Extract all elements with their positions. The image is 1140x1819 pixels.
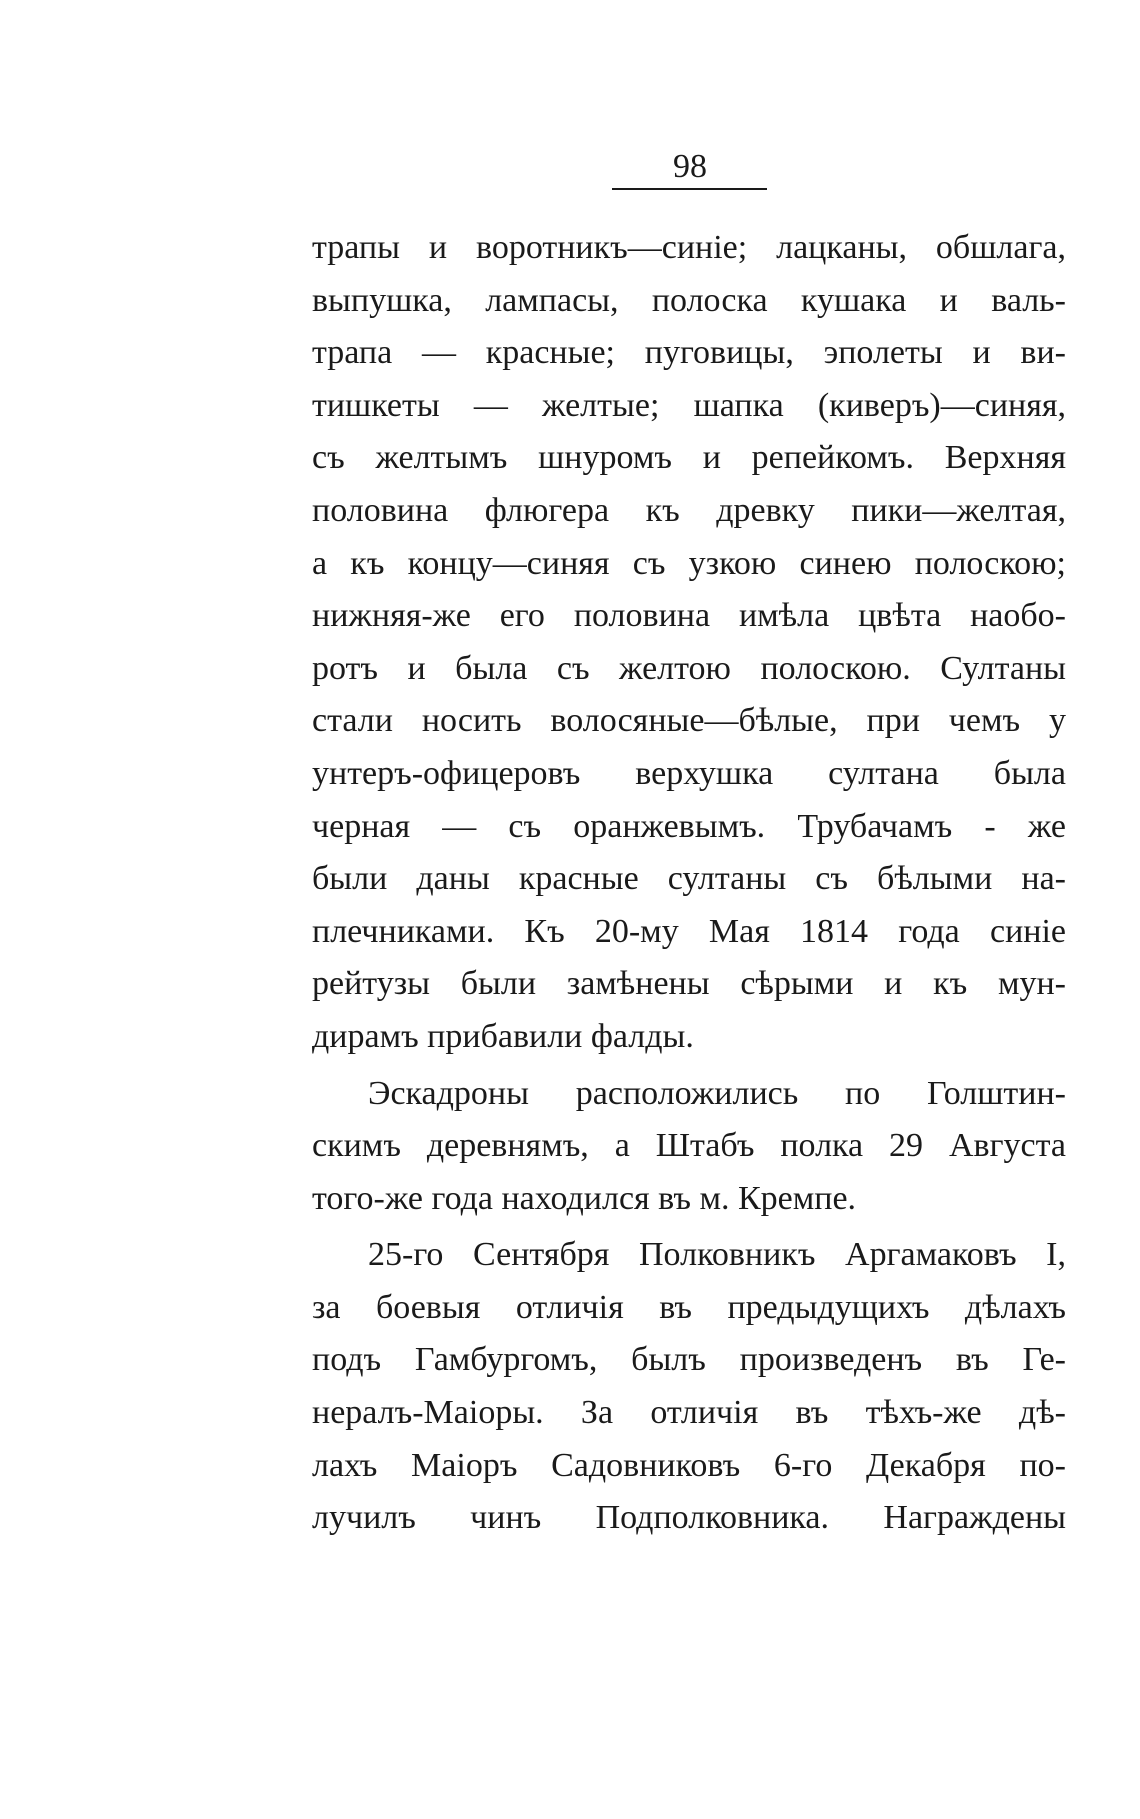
text-line: Эскадроны расположились по Голштин-: [368, 1074, 1066, 1112]
text-line: лучилъ чинъ Подполковника. Награждены: [312, 1499, 1066, 1537]
body-text: [312, 222, 1066, 1545]
text-line: стали носить волосяные—бѣлые, при чемъ у: [312, 702, 1066, 740]
text-line: 25-го Сентября Полковникъ Аргамаковъ I,: [368, 1236, 1066, 1274]
text-line: скимъ деревнямъ, а Штабъ полка 29 Августа: [312, 1127, 1066, 1165]
text-line: нижняя-же его половина имѣла цвѣта наобо-: [312, 597, 1066, 635]
text-line: лахъ Маіоръ Садовниковъ 6-го Декабря по-: [312, 1446, 1066, 1484]
text-line: плечниками. Къ 20-му Мая 1814 года синіе: [312, 912, 1066, 950]
text-line: дирамъ прибавили фалды.: [312, 1017, 694, 1055]
text-line: были даны красные султаны съ бѣлыми на-: [312, 860, 1066, 898]
paragraph-promotions: [312, 1229, 1066, 1545]
header-rule: [612, 188, 767, 190]
text-line: рейтузы были замѣнены сѣрыми и къ мун-: [312, 965, 1066, 1003]
text-line: трапа — красные; пуговицы, эполеты и ви-: [312, 334, 1066, 372]
text-line: нералъ-Маіоры. За отличія въ тѣхъ-же дѣ-: [312, 1394, 1066, 1432]
text-line: ротъ и была съ желтою полоскою. Султаны: [312, 649, 1066, 687]
text-line: за боевыя отличія въ предыдущихъ дѣлахъ: [312, 1288, 1066, 1326]
text-line: а къ концу—синяя съ узкою синею полоскою;: [312, 544, 1066, 582]
text-line: тишкеты — желтые; шапка (киверъ)—синяя,: [312, 386, 1066, 424]
text-line: съ желтымъ шнуромъ и репейкомъ. Верхняя: [312, 439, 1066, 477]
text-line: унтеръ-офицеровъ верхушка султана была: [312, 754, 1066, 792]
text-line: подъ Гамбургомъ, былъ произведенъ въ Ге-: [312, 1341, 1066, 1379]
text-line: черная — съ оранжевымъ. Трубачамъ - же: [312, 807, 1066, 845]
paragraph-squadrons: [312, 1068, 1066, 1226]
text-line: того-же года находился въ м. Кремпе.: [312, 1179, 857, 1217]
text-line: выпушка, лампасы, полоска кушака и валь-: [312, 281, 1066, 319]
page-number: 98: [673, 148, 707, 185]
paragraph-uniform: [312, 222, 1066, 1064]
text-line: трапы и воротникъ—синіе; лацканы, обшлага,: [312, 229, 1066, 266]
text-line: половина флюгера къ древку пики—желтая,: [312, 491, 1066, 529]
